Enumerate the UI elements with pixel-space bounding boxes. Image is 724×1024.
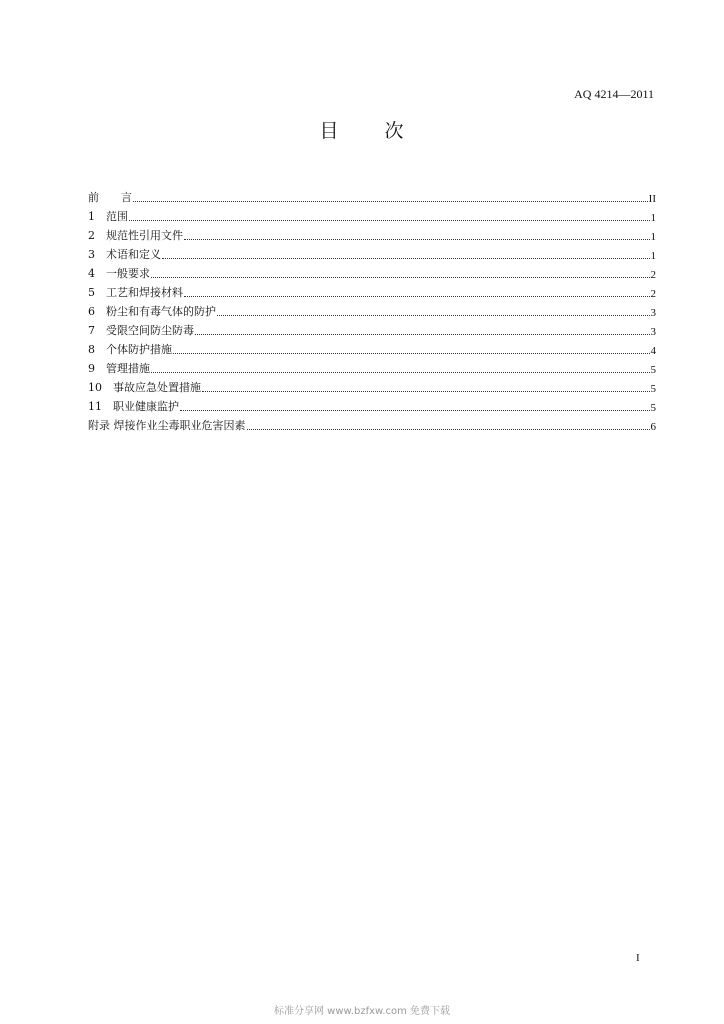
toc-entry-page: 2 bbox=[650, 269, 656, 281]
toc-entry-page: 5 bbox=[650, 402, 656, 414]
toc-leader-dots bbox=[151, 277, 650, 278]
toc-entry-label: 4 一般要求 bbox=[88, 267, 150, 280]
toc-entry-page: 6 bbox=[650, 421, 656, 433]
toc-leader-dots bbox=[129, 220, 650, 221]
toc-entry-page: 4 bbox=[650, 345, 656, 357]
toc-entry-page: 5 bbox=[650, 383, 656, 395]
toc-entry-9[interactable] bbox=[88, 357, 656, 376]
toc-entry-appendix[interactable] bbox=[88, 414, 656, 433]
toc-entry-2[interactable] bbox=[88, 224, 656, 243]
toc-entry-label: 7 受限空间防尘防毒 bbox=[88, 324, 194, 337]
toc-leader-dots bbox=[162, 258, 650, 259]
toc-leader-dots bbox=[217, 315, 650, 316]
toc-leader-dots bbox=[133, 201, 648, 202]
toc-entry-6[interactable] bbox=[88, 300, 656, 319]
toc-entry-page: II bbox=[648, 193, 656, 205]
toc-entry-10[interactable] bbox=[88, 376, 656, 395]
toc-entry-1[interactable] bbox=[88, 205, 656, 224]
toc-entry-5[interactable] bbox=[88, 281, 656, 300]
toc-entry-label: 前 言 bbox=[88, 191, 132, 204]
toc-leader-dots bbox=[180, 410, 650, 411]
toc-entry-page: 5 bbox=[650, 364, 656, 376]
toc-entry-label: 3 术语和定义 bbox=[88, 248, 161, 261]
toc-entry-page: 1 bbox=[650, 231, 656, 243]
toc-entry-label: 6 粉尘和有毒气体的防护 bbox=[88, 305, 216, 318]
standard-code: AQ 4214—2011 bbox=[574, 87, 654, 101]
toc-leader-dots bbox=[151, 372, 650, 373]
toc-entry-page: 3 bbox=[650, 326, 656, 338]
toc-entry-label: 9 管理措施 bbox=[88, 362, 150, 375]
toc-entry-label: 5 工艺和焊接材料 bbox=[88, 286, 183, 299]
toc-entry-foreword[interactable] bbox=[88, 186, 656, 205]
toc-entry-label: 2 规范性引用文件 bbox=[88, 229, 183, 242]
toc-entry-page: 2 bbox=[650, 288, 656, 300]
watermark: 标准分享网 www.bzfxw.com 免费下载 bbox=[274, 1006, 450, 1017]
toc-leader-dots bbox=[195, 334, 650, 335]
toc-entry-7[interactable] bbox=[88, 319, 656, 338]
toc-entry-label: 1 范围 bbox=[88, 210, 128, 223]
toc-entry-label: 10 事故应急处置措施 bbox=[88, 381, 201, 394]
toc-entry-label: 附录 焊接作业尘毒职业危害因素 bbox=[88, 419, 246, 432]
toc-entry-page: 3 bbox=[650, 307, 656, 319]
toc-entry-page: 1 bbox=[650, 212, 656, 224]
table-of-contents bbox=[88, 186, 656, 433]
toc-leader-dots bbox=[184, 296, 650, 297]
toc-leader-dots bbox=[247, 429, 650, 430]
toc-entry-label: 11 职业健康监护 bbox=[88, 400, 179, 413]
toc-leader-dots bbox=[184, 239, 650, 240]
toc-entry-11[interactable] bbox=[88, 395, 656, 414]
toc-entry-page: 1 bbox=[650, 250, 656, 262]
toc-entry-8[interactable] bbox=[88, 338, 656, 357]
toc-leader-dots bbox=[202, 391, 650, 392]
toc-leader-dots bbox=[173, 353, 650, 354]
toc-entry-4[interactable] bbox=[88, 262, 656, 281]
page-title: 目 次 bbox=[319, 120, 405, 142]
page-number: I bbox=[636, 952, 640, 964]
toc-entry-label: 8 个体防护措施 bbox=[88, 343, 172, 356]
toc-entry-3[interactable] bbox=[88, 243, 656, 262]
